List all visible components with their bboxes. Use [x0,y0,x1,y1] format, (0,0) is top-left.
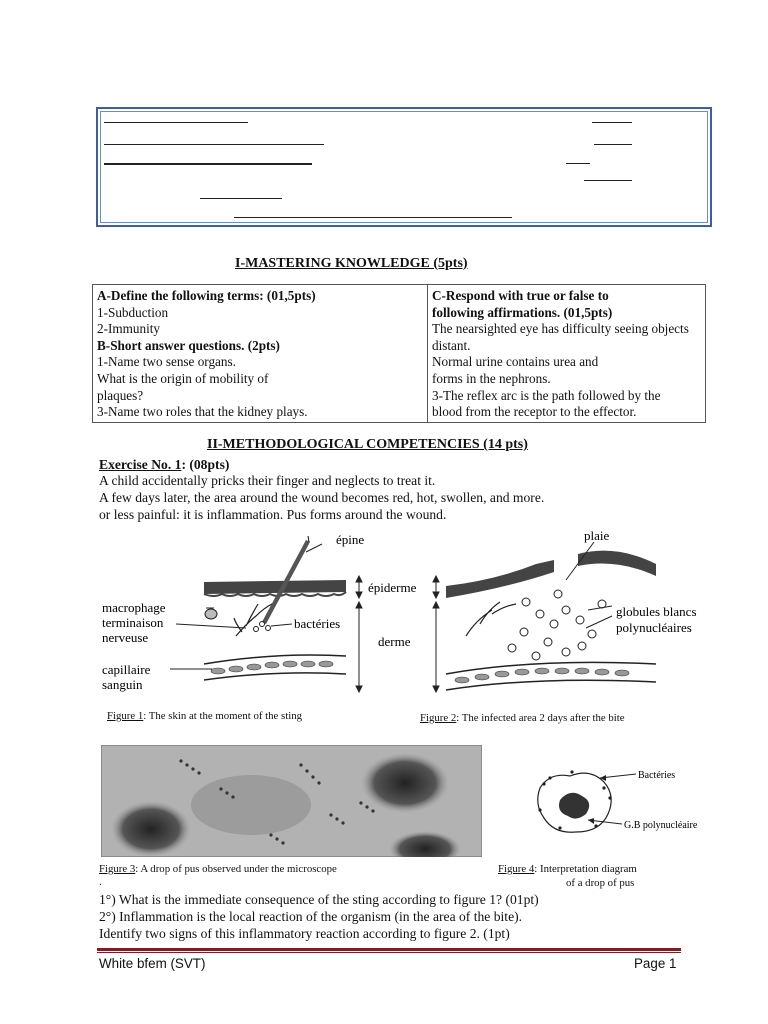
question-2: 2°) Inflammation is the local reaction of the organism (in the area of the bite). [99,909,523,924]
label-epine: épine [336,532,365,547]
label-nerveuse: nerveuse [102,630,149,645]
blank-line [592,122,632,123]
label-terminaison: terminaison [102,615,164,630]
knowledge-right-cell [428,285,706,423]
footer-page-number: Page 1 [634,956,677,971]
label-derme: derme [378,634,411,649]
blank-line [200,198,282,199]
label-macrophage: macrophage [102,600,166,615]
footer-rule [97,948,681,951]
section-2-title: II-METHODOLOGICAL COMPETENCIES (14 pts) [207,437,528,452]
part-c-item: blood from the receptor to the effector. [432,404,637,420]
part-c-item: distant. [432,337,471,353]
part-b-item: plaques? [97,387,144,403]
blank-line [104,144,324,145]
question-1: 1°) What is the immediate consequence of the sting according to figure 1? (01pt) [99,892,539,907]
blank-line [104,122,248,123]
figure-4-diagram [500,748,736,856]
blank-line [104,163,312,165]
knowledge-table [92,284,706,423]
part-c-item: The nearsighted eye has difficulty seeing objects [432,321,689,337]
label-bacteries: bactéries [294,616,341,631]
figure-3-caption: Figure 3: A drop of pus observed under the microscope [99,863,337,875]
footer-left: White bfem (SVT) [99,956,206,971]
label-bacteries-fig4: Bactéries [638,770,676,781]
knowledge-left-cell [93,285,428,423]
label-polynucleaires: polynucléaires [616,620,692,635]
figure-1-caption: Figure 1: The skin at the moment of the sting [107,710,303,722]
exercise-text: A child accidentally pricks their finger and neglects to treat it. [99,473,436,488]
figure-3-photo [101,745,482,857]
part-c-item: forms in the nephrons. [432,370,551,386]
part-c-item: Normal urine contains urea and [432,354,599,370]
figure-1-diagram [170,536,346,680]
part-b-item: 3-Name two roles that the kidney plays. [97,404,308,420]
label-gb-polynucleaire: G.B polynucléaire [624,820,698,831]
exercise-text: or less painful: it is inflammation. Pus forms around the wound. [99,507,447,522]
exercise-text: A few days later, the area around the wound becomes red, hot, swollen, and more. [99,490,545,505]
label-sanguin: sanguin [102,677,143,692]
part-c-heading: following affirmations. (01,5pts) [432,304,613,320]
figure-4-caption-line2: of a drop of pus [566,877,635,889]
blank-line [234,217,512,218]
label-capillaire: capillaire [102,662,151,677]
caption-dot: . [99,876,102,888]
exercise-heading: Exercise No. 1: (08pts) [99,457,230,472]
figure-4-caption: Figure 4: Interpretation diagram [498,863,637,875]
part-a-item: 2-Immunity [97,321,161,337]
part-c-item: 3-The reflex arc is the path followed by the [432,387,661,403]
part-c-heading: C-Respond with true or false to [432,288,609,303]
header-box [96,107,712,227]
figure-1-2-illustration [96,524,720,712]
question-2-continued: Identify two signs of this inflammatory reaction according to figure 2. (1pt) [99,926,510,941]
label-epiderme: épiderme [368,580,417,595]
part-b-heading: B-Short answer questions. (2pts) [97,337,280,353]
section-1-title: I-MASTERING KNOWLEDGE (5pts) [235,256,468,271]
blank-line [566,163,590,164]
part-a-heading: A-Define the following terms: (01,5pts) [97,288,316,303]
part-a-item: 1-Subduction [97,304,169,320]
blank-line [584,180,632,181]
label-globules: globules blancs [616,604,697,619]
figure-2-caption: Figure 2: The infected area 2 days after the bite [420,712,625,724]
part-b-item: What is the origin of mobility of [97,370,269,386]
label-plaie: plaie [584,528,610,543]
footer-rule-thin [97,952,681,953]
blank-line [594,144,632,145]
part-b-item: 1-Name two sense organs. [97,354,236,370]
